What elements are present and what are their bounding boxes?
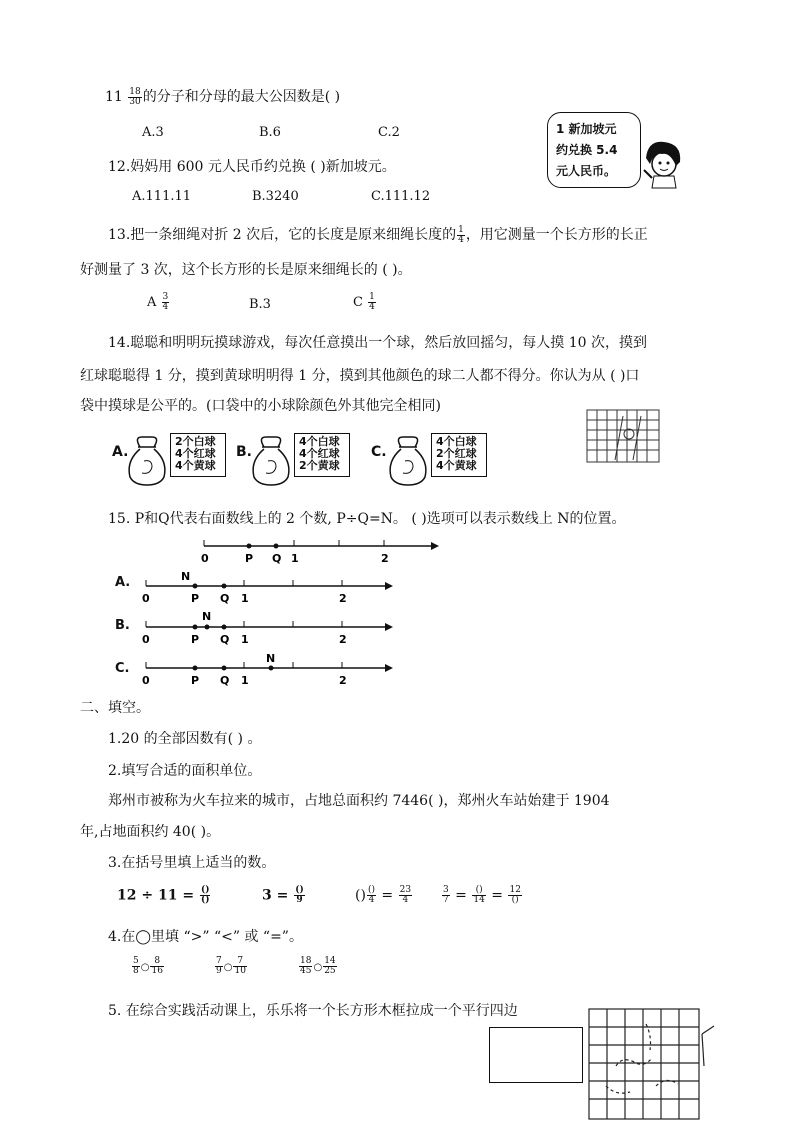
svg-text:2: 2 — [339, 592, 347, 605]
option-c: C.111.12 — [371, 189, 431, 204]
equation-1: 12 ÷ 11 = $\frac{()}{()}$ — [117, 885, 210, 905]
section-title: 二、填空。 — [80, 700, 150, 716]
svg-text:N: N — [202, 610, 212, 623]
compare-1: $\frac{5}{8}$ ○ $\frac{8}{16}$ — [133, 956, 163, 976]
question-13: 13.把一条细绳对折 2 次后，它的长度是原来细绳长度的 $\frac{1}{4}$ ，用它测量一个长方形的长正 — [108, 224, 648, 245]
question-12: 12.妈妈用 600 元人民币约兑换 ( )新加坡元。 — [108, 159, 396, 175]
equation-2: 3 = $\frac{()}{9}$ — [262, 885, 304, 905]
bag-icon — [124, 433, 170, 489]
svg-text:2: 2 — [339, 674, 347, 687]
svg-text:Q: Q — [220, 592, 230, 605]
bag-icon — [248, 433, 294, 489]
q15-option-a-label: A. — [115, 575, 131, 590]
q15-option-b-label: B. — [115, 618, 130, 633]
svg-text:P: P — [191, 633, 200, 646]
option-b: B.3 — [249, 297, 271, 312]
option-a: A.111.11 — [132, 189, 192, 204]
question-14: 14.聪聪和明明玩摸球游戏，每次任意摸出一个球，然后放回摇匀，每人摸 10 次，摸到 — [108, 335, 647, 351]
number-line-c — [140, 652, 395, 688]
number-line-a — [140, 570, 395, 606]
fill-4: 4.在◯里填 “>” “<” 或 “=”。 — [108, 929, 303, 945]
bag-b-label: B. — [236, 444, 252, 460]
svg-text:P: P — [191, 592, 200, 605]
svg-text:0: 0 — [142, 633, 150, 646]
fraction: $\frac{18}{30}$ — [129, 86, 141, 107]
option-a: A $\frac{3}{4}$ — [147, 292, 169, 312]
bag-b-contents: 4个白球 4个红球 2个黄球 — [294, 433, 350, 477]
option-c: C $\frac{1}{4}$ — [353, 292, 375, 312]
tick-label-2: 2 — [381, 552, 389, 565]
svg-text:Q: Q — [220, 633, 230, 646]
bag-a-contents: 2个白球 4个红球 4个黄球 — [170, 433, 226, 477]
option-b: B.3240 — [252, 189, 299, 204]
bag-c-contents: 4个白球 2个红球 4个黄球 — [431, 433, 487, 477]
reference-number-line — [196, 536, 441, 566]
fill-2: 2.填写合适的面积单位。 — [108, 763, 262, 779]
fill-2-line1: 郑州市被称为火车拉来的城市，占地总面积约 7446( )，郑州火车站始建于 1904 — [108, 793, 610, 809]
fill-1: 1.20 的全部因数有( ) 。 — [108, 731, 262, 747]
parallelogram-grid — [586, 1006, 716, 1121]
equation-4: $\frac{3}{7}$ = $\frac{()}{14}$ = $\frac{12}{()}$ — [443, 885, 521, 905]
fill-2-line2: 年,占地面积约 40( )。 — [80, 824, 221, 840]
question-14-line2: 红球聪聪得 1 分，摸到黄球明明得 1 分，摸到其他颜色的球二人都不得分。你认为从 ( )口 — [80, 368, 640, 384]
svg-text:2: 2 — [339, 633, 347, 646]
svg-text:Q: Q — [220, 674, 230, 687]
bag-c-label: C. — [371, 444, 387, 460]
point-q-label: Q — [272, 552, 282, 565]
child-cartoon-icon — [640, 140, 685, 190]
svg-text:0: 0 — [142, 674, 150, 687]
number-line-b — [140, 610, 395, 646]
option-b: B.6 — [259, 125, 281, 140]
svg-text:0: 0 — [142, 592, 150, 605]
bag-a-label: A. — [112, 444, 129, 460]
question-14-line3: 袋中摸球是公平的。(口袋中的小球除颜色外其他完全相同) — [80, 398, 441, 414]
exchange-rate-bubble: 1 新加坡元 约兑换 5.4 元人民币。 — [547, 112, 641, 188]
question-15: 15. P和Q代表右面数线上的 2 个数, P÷Q=N。 ( )选项可以表示数线上 N的位置。 — [108, 511, 626, 527]
tick-label-1: 1 — [291, 552, 299, 565]
svg-text:1: 1 — [241, 633, 249, 646]
bag-icon — [385, 433, 431, 489]
tick-label-0: 0 — [201, 552, 209, 565]
grid-sketch — [585, 406, 665, 466]
fill-5: 5. 在综合实践活动课上，乐乐将一个长方形木框拉成一个平行四边 — [108, 1003, 518, 1019]
rectangle-frame — [489, 1027, 583, 1083]
svg-text:P: P — [191, 674, 200, 687]
point-p-label: P — [245, 552, 254, 565]
q15-option-c-label: C. — [115, 661, 130, 676]
option-c: C.2 — [378, 125, 400, 140]
svg-text:1: 1 — [241, 674, 249, 687]
svg-text:N: N — [266, 652, 276, 665]
option-a: A.3 — [142, 125, 164, 140]
question-13-cont: 好测量了 3 次，这个长方形的长是原来细绳长的 ( )。 — [80, 262, 412, 278]
compare-3: $\frac{18}{45}$ ○ $\frac{14}{25}$ — [300, 956, 336, 976]
question-11: 11 $\frac{18}{30}$ 的分子和分母的最大公因数是( ) — [105, 86, 341, 107]
fill-3: 3.在括号里填上适当的数。 — [108, 855, 276, 871]
compare-2: $\frac{7}{9}$ ○ $\frac{7}{10}$ — [216, 956, 246, 976]
svg-text:1: 1 — [241, 592, 249, 605]
equation-3: () $\frac{()}{4}$ = $\frac{23}{4}$ — [355, 885, 412, 905]
svg-text:N: N — [181, 570, 191, 583]
